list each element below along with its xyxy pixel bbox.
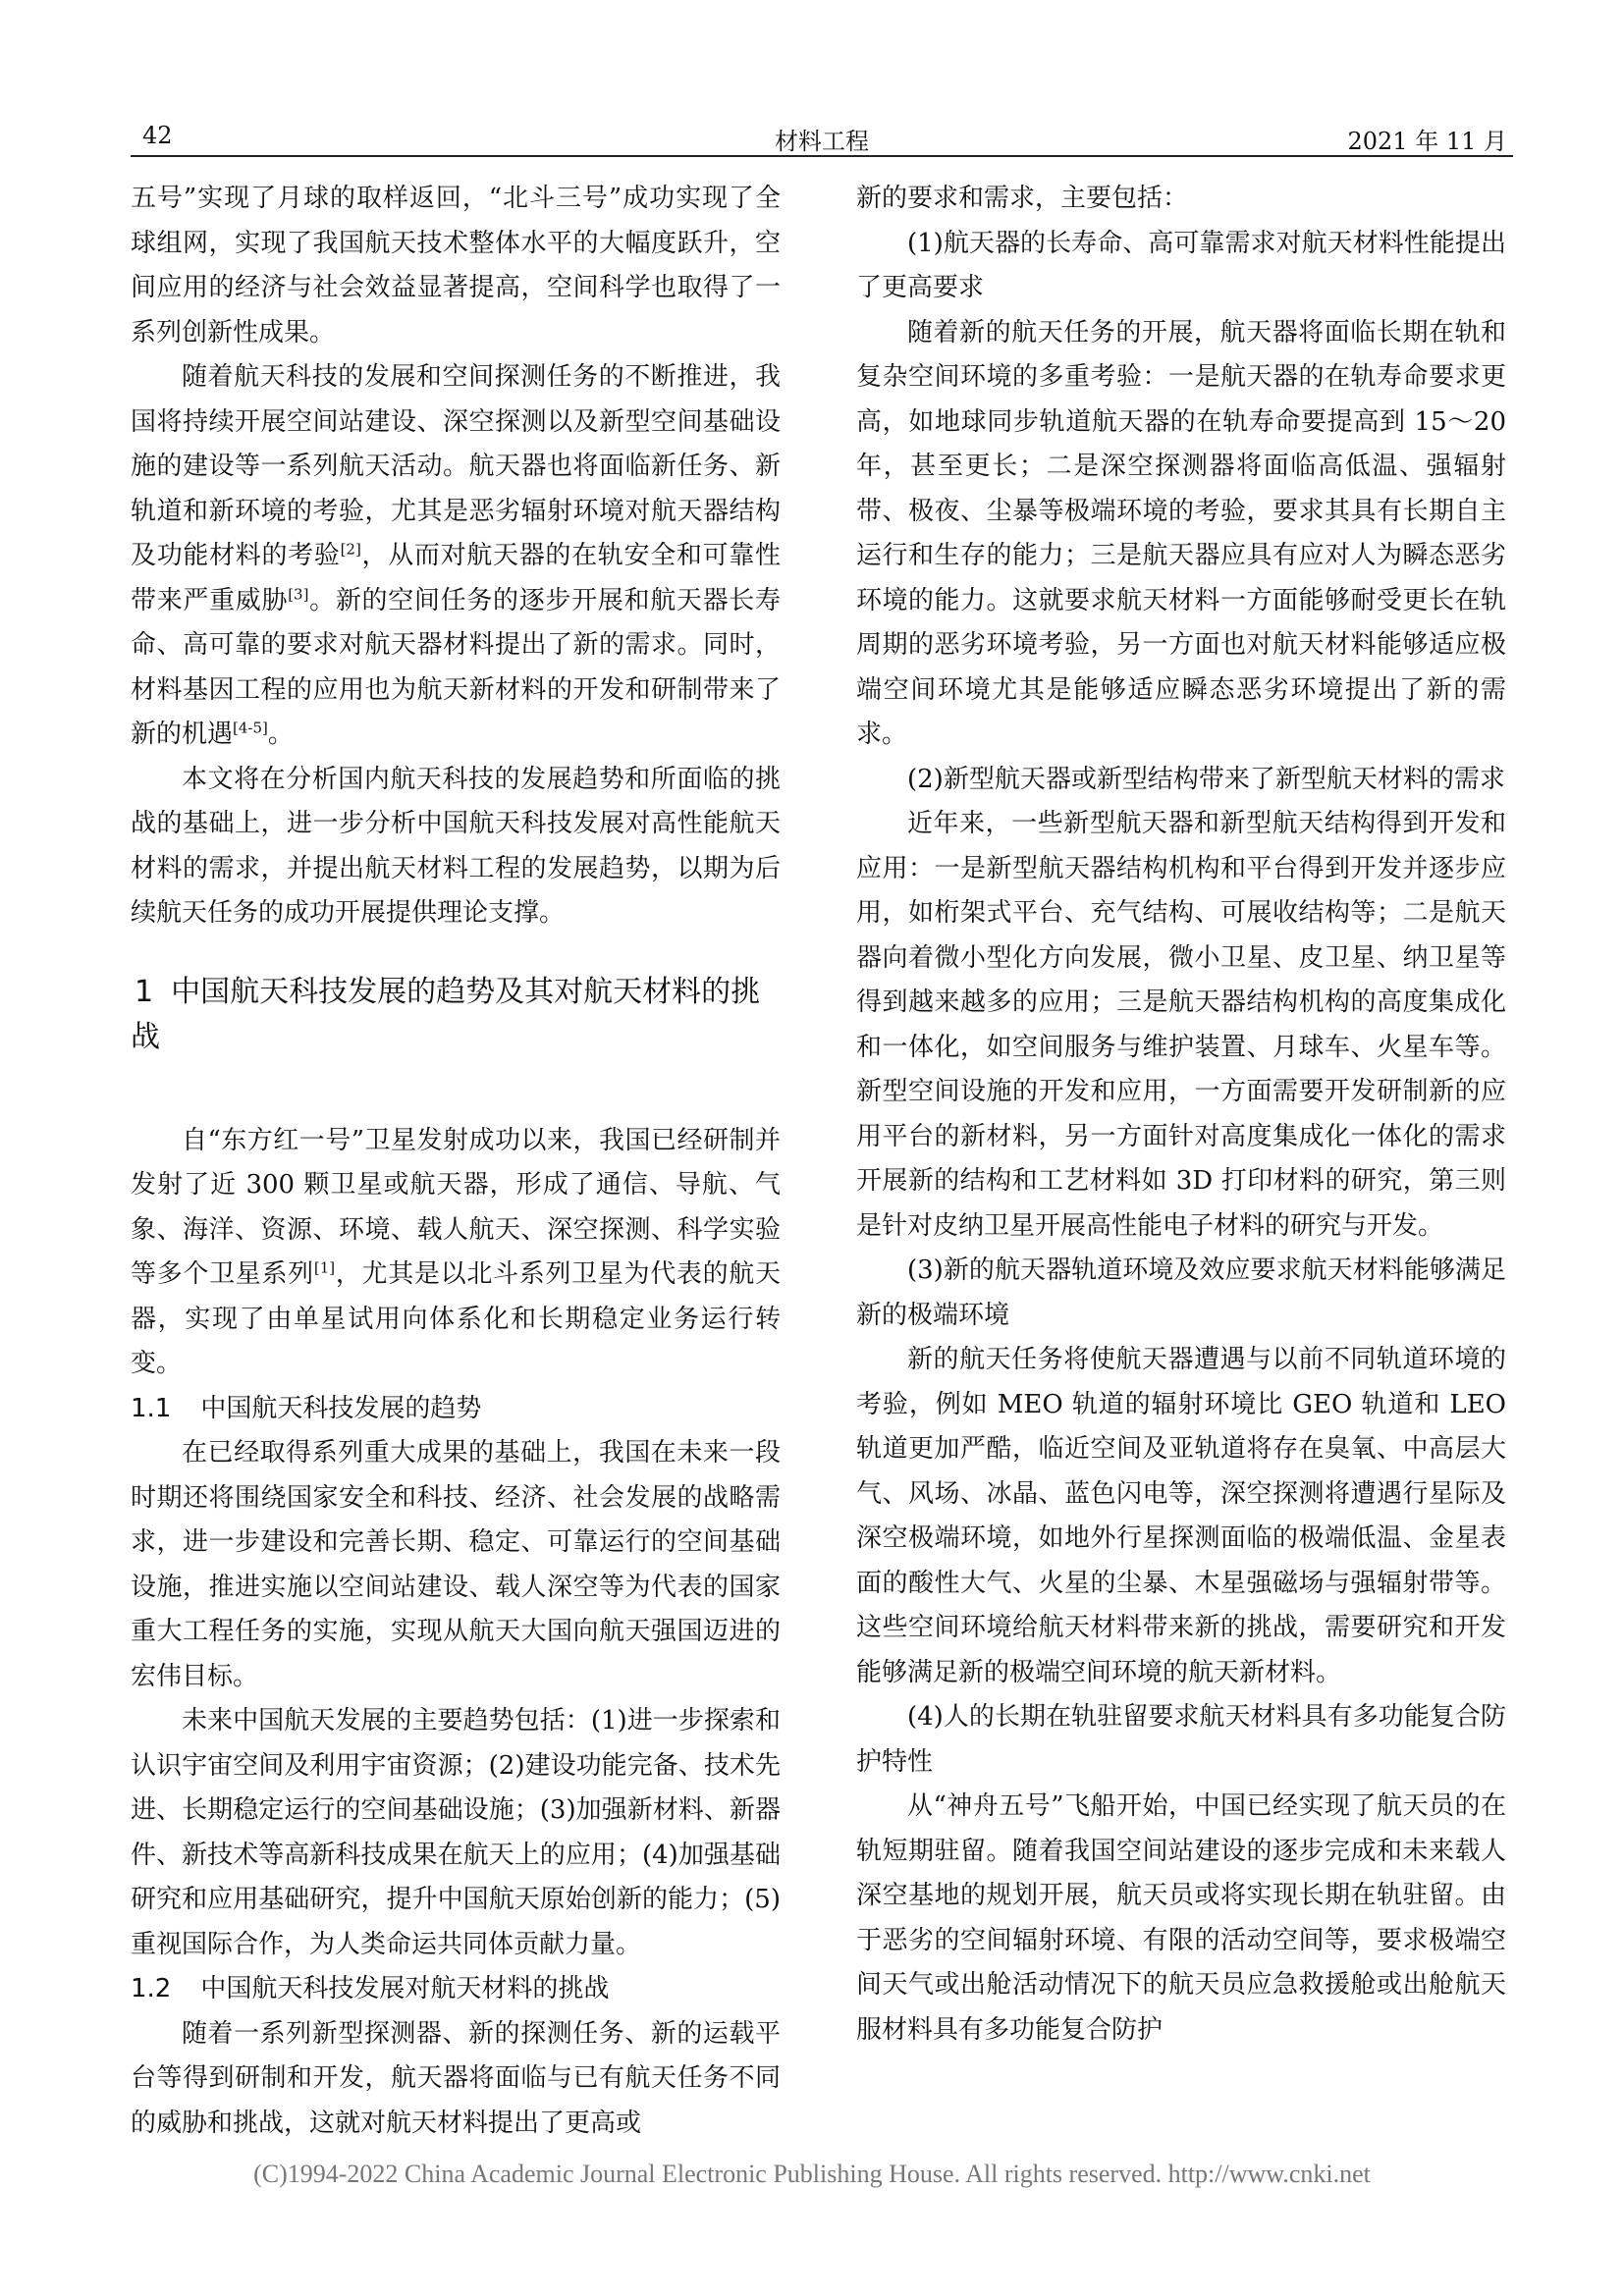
paragraph: 未来中国航天发展的主要趋势包括：(1)进一步探索和认识宇宙空间及利用宇宙资源；(2)建设功能完备、技术先进、长期稳定运行的空间基础设施；(3)加强新材料、新器件、新技术等高新科技成果在航天上的应用；(4)加强基础研究和应用基础研究，提升中国航天原始创新的能力；(5)重视国际合作，为人类命运共同体贡献力量。 [131, 1706, 781, 1959]
citation: [1] [313, 1258, 336, 1277]
paragraph: 在已经取得系列重大成果的基础上，我国在未来一段时期还将围绕国家安全和科技、经济、社会发展的战略需求，进一步建设和完善长期、稳定、可靠运行的空间基础设施，推进实施以空间站建设、载人深空等为代表的国家重大工程任务的实施，实现从航天大国向航天强国迈进的宏伟目标。 [131, 1438, 781, 1691]
section-title: 中国航天科技发展的趋势及其对航天材料的挑战 [131, 974, 761, 1054]
paragraph: 随着新的航天任务的开展，航天器将面临长期在轨和复杂空间环境的多重考验：一是航天器的在轨寿命要求更高，如地球同步轨道航天器的在轨寿命要提高到 15～20 年，甚至更长；二是深空探测器将面临高低温、强辐射带、极夜、尘暴等极端环境的考验，要求其具有长期自主运行和生存的能力；三是航天器应具有应对人为瞬态恶劣环境的能力。这就要求航天材料一方面能够耐受更长在轨周期的恶劣环境考验，另一方面也对航天材料能够适应极端空间环境尤其是能够适应瞬态恶劣环境提出了新的需求。 [856, 317, 1506, 749]
issue-date: 2021 年 11 月 [1347, 128, 1507, 155]
right-column [856, 177, 1506, 2179]
list-item-title: (4)人的长期在轨驻留要求航天材料具有多功能复合防护特性 [856, 1702, 1506, 1777]
copyright-footer: (C)1994-2022 China Academic Journal Electronic Publishing House. All rights reserved. http://www.cnki.net [253, 2160, 1371, 2188]
paragraph [131, 1119, 781, 1387]
list-item-title: (2)新型航天器或新型结构带来了新型航天材料的需求 [907, 764, 1505, 794]
header-divider [131, 155, 1513, 157]
section-heading [131, 970, 781, 1060]
text-run: 。 [267, 720, 294, 749]
citation: [3] [288, 584, 309, 603]
section-number: 1 [135, 974, 154, 1009]
journal-name: 材料工程 [775, 128, 869, 155]
paragraph [131, 355, 781, 758]
paragraph: 近年来，一些新型航天器和新型航天结构得到开发和应用：一是新型航天器结构机构和平台得到开发并逐步应用，如桁架式平台、充气结构、可展收结构等；二是航天器向着微小型化方向发展，微小卫星、皮卫星、纳卫星等得到越来越多的应用；三是航天器结构机构的高度集成化和一体化，如空间服务与维护装置、月球车、火星车等。新型空间设施的开发和应用，一方面需要开发研制新的应用平台的新材料，另一方面针对高度集成化一体化的需求开展新的结构和工艺材料如 3D 打印材料的研究，第三则是针对皮纳卫星开展高性能电子材料的研究与开发。 [856, 809, 1506, 1241]
paragraph: 随着一系列新型探测器、新的探测任务、新的运载平台等得到研制和开发，航天器将面临与已有航天任务不同的威胁和挑战，这就对航天材料提出了更高或 [131, 2018, 781, 2138]
citation: [4-5] [233, 719, 268, 737]
text-run: 随着航天科技的发展和空间探测任务的不断推进，我国将持续开展空间站建设、深空探测以及新型空间基础设施的建设等一系列航天活动。航天器也将面临新任务、新轨道和新环境的考验，尤其是恶劣辐射环境对航天器结构及功能材料的考验 [131, 362, 781, 570]
page-number: 42 [142, 122, 173, 149]
text-run: 。新的空间任务的逐步开展和航天器长寿命、高可靠的要求对航天器材料提出了新的需求。同时，材料基因工程的应用也为航天新材料的开发和研制带来了新的机遇 [131, 585, 781, 749]
subsection-heading [131, 1967, 781, 2012]
subsection-number: 1.1 [131, 1393, 172, 1423]
text-run: ，尤其是以北斗系列卫星为代表的航天器，实现了由单星试用向体系化和长期稳定业务运行转变。 [131, 1259, 781, 1378]
paragraph: 本文将在分析国内航天科技的发展趋势和所面临的挑战的基础上，进一步分析中国航天科技发展对高性能航天材料的需求，并提出航天材料工程的发展趋势，以期为后续航天任务的成功开展提供理论支撑。 [131, 764, 781, 928]
subsection-heading [131, 1387, 781, 1432]
text-run: ，从而对航天器的在轨安全和可靠性带来严重威胁 [131, 541, 781, 615]
subsection-title: 中国航天科技发展对航天材料的挑战 [200, 1974, 610, 2003]
paragraph: 新的要求和需求，主要包括： [856, 184, 1189, 213]
paragraph: 五号”实现了月球的取样返回，“北斗三号”成功实现了全球组网，实现了我国航天技术整体水平的大幅度跃升，空间应用的经济与社会效益显著提高，空间科学也取得了一系列创新性成果。 [131, 184, 781, 347]
list-item-title: (3)新的航天器轨道环境及效应要求航天材料能够满足新的极端环境 [856, 1255, 1506, 1330]
subsection-title: 中国航天科技发展的趋势 [200, 1393, 482, 1423]
paragraph: 从“神舟五号”飞船开始，中国已经实现了航天员的在轨短期驻留。随着我国空间站建设的逐步完成和未来载人深空基地的规划开展，航天员或将实现长期在轨驻留。由于恶劣的空间辐射环境、有限的活动空间等，要求极端空间天气或出舱活动情况下的航天员应急救援舱或出舱航天服材料具有多功能复合防护 [856, 1791, 1506, 2045]
list-item-title: (1)航天器的长寿命、高可靠需求对航天材料性能提出了更高要求 [856, 228, 1506, 302]
text-run: 自“东方红一号”卫星发射成功以来，我国已经研制并发射了近 300 颗卫星或航天器，形成了通信、导航、气象、海洋、资源、环境、载人航天、深空探测、科学实验等多个卫星系列 [131, 1125, 781, 1289]
page-header [131, 116, 1513, 155]
paragraph: 新的航天任务将使航天器遭遇与以前不同轨道环境的考验，例如 MEO 轨道的辐射环境比 GEO 轨道和 LEO 轨道更加严酷，临近空间及亚轨道将存在臭氧、中高层大气、风场、冰晶、蓝色闪电等，深空探测将遭遇行星际及深空极端环境，如地外行星探测面临的极端低温、金星表面的酸性大气、火星的尘暴、木星强磁场与强辐射带等。这些空间环境给航天材料带来新的挑战，需要研究和开发能够满足新的极端空间环境的航天新材料。 [856, 1345, 1506, 1687]
subsection-number: 1.2 [131, 1974, 172, 2003]
citation: [2] [340, 540, 361, 559]
left-column [131, 177, 781, 2179]
